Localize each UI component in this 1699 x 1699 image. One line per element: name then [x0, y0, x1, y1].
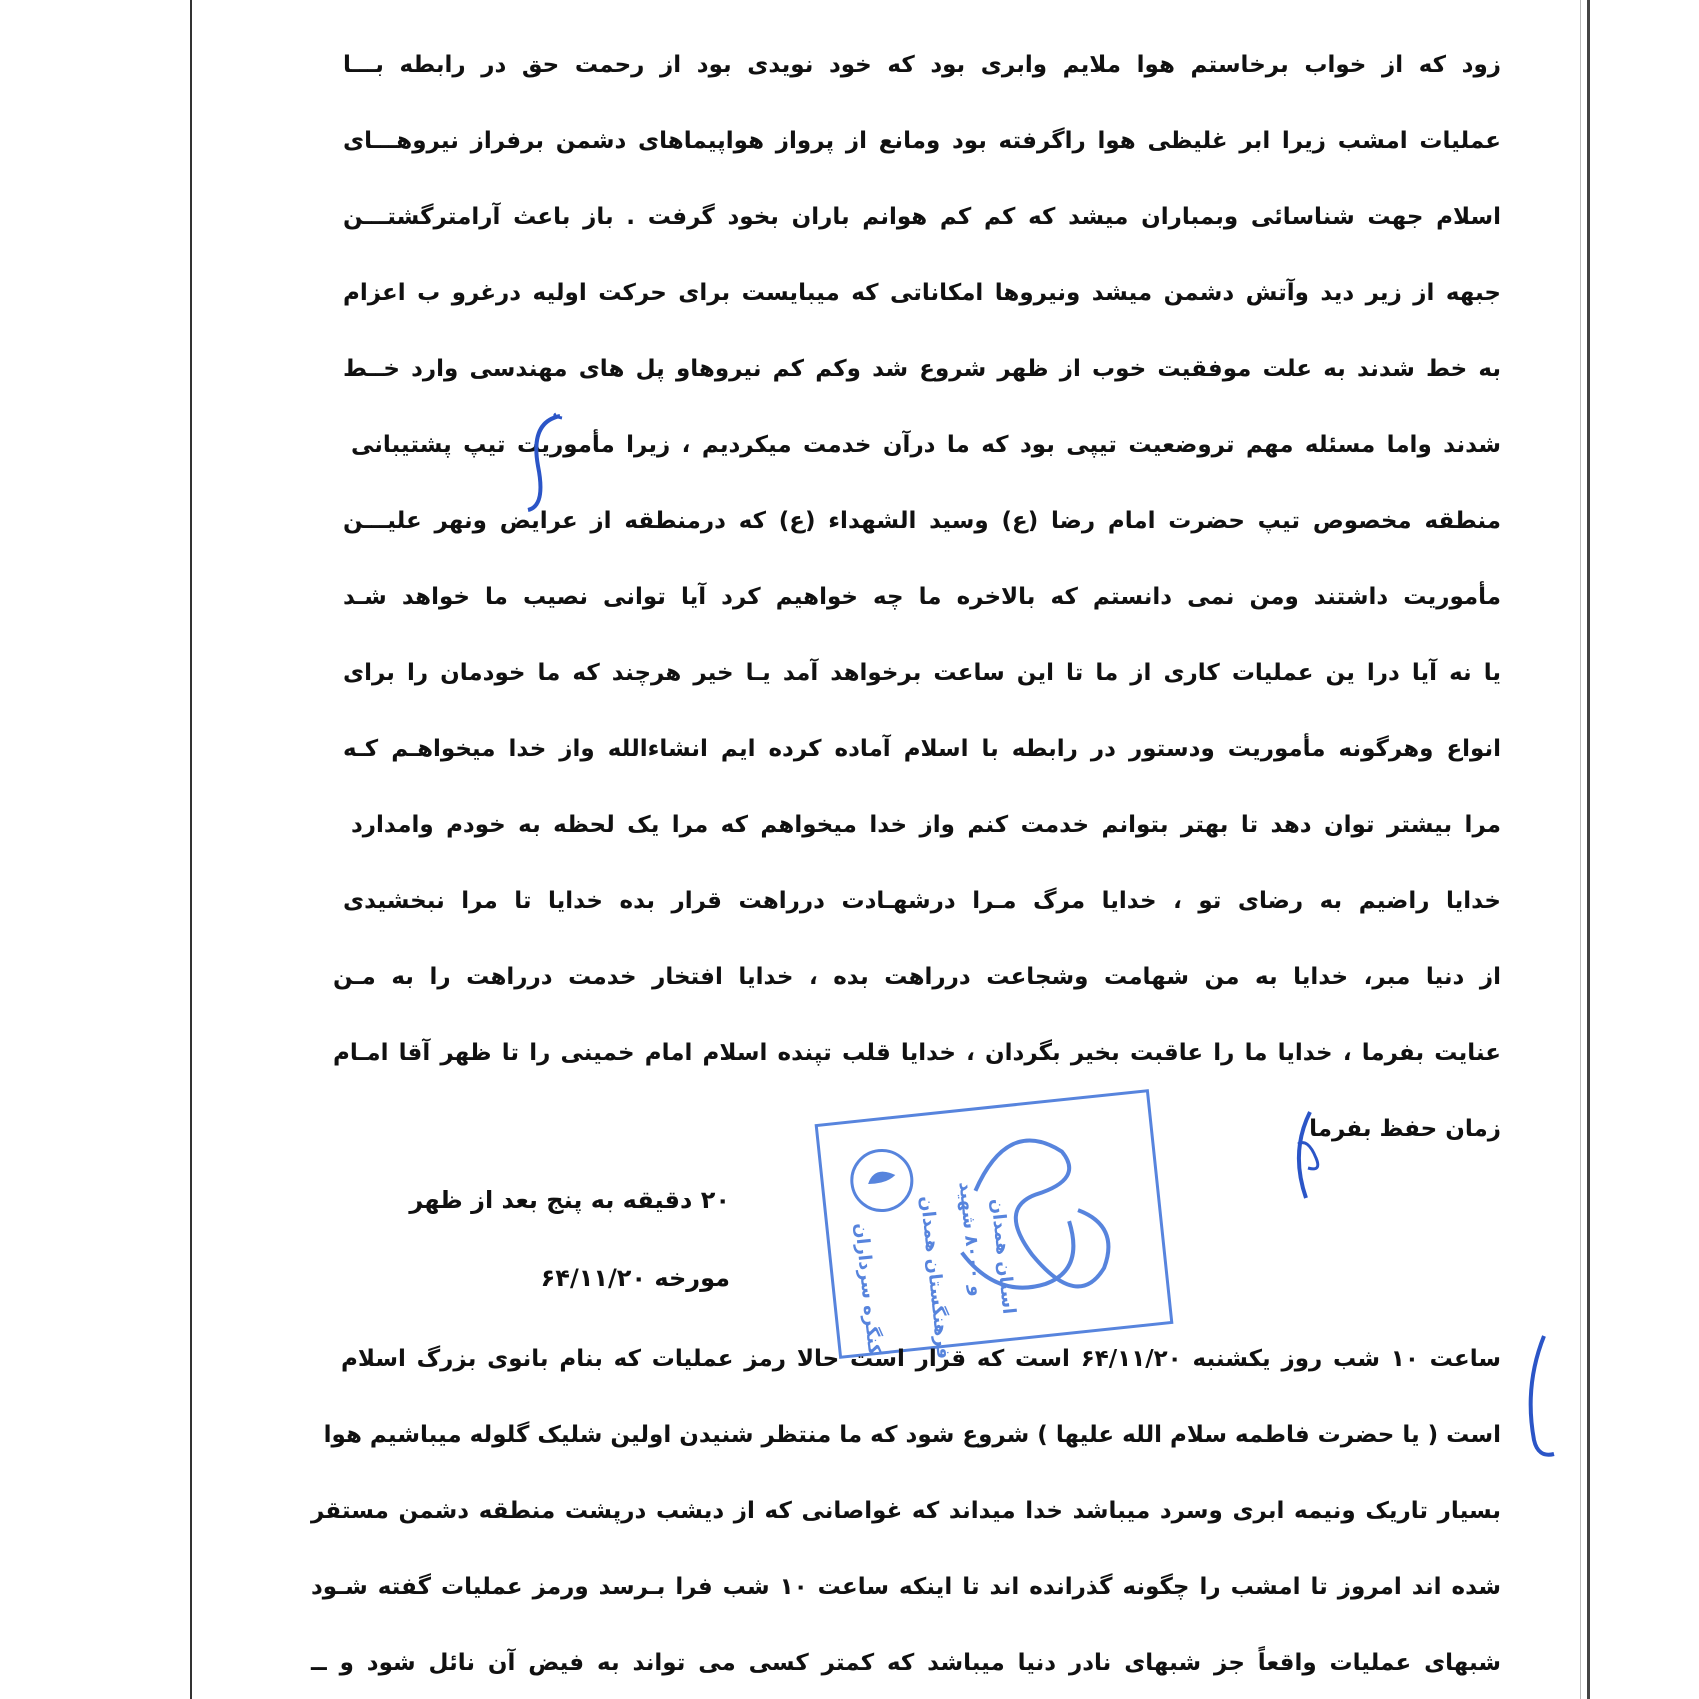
stamp-line-2: و ۸۰۰۰ شهید	[954, 1180, 988, 1298]
text-line: عملیات امشب زیرا ابر غلیظی هوا راگرفته بود ومانع از پرواز هواپیماهای دشمن برفراز نیروهـــای	[343, 128, 1501, 154]
date-line: مورخه ۶۴/۱۱/۲۰	[540, 1264, 730, 1292]
pen-bracket-mark	[518, 408, 578, 518]
text-line: به خط شدند به علت موفقیت خوب از ظهر شروع شد وکم کم نیروهاو پل های مهندسی وارد خــط	[343, 356, 1501, 382]
text-line: جبهه از زیر دید وآتش دشمن میشد ونیروها امکاناتی که میبایست برای حرکت اولیه درغرو ب اعزام	[343, 280, 1501, 306]
stamp-line-3: استان همدان	[986, 1197, 1020, 1316]
text-line: خدایا راضیم به رضای تو ، خدایا مرگ مـرا درشهـادت درراهت قرار بده خدایا تا مرا نبخشیدی	[343, 888, 1501, 914]
text-line: شده اند امروز تا امشب را چگونه گذرانده اند تا اینکه ساعت ۱۰ شب فرا بـرسد ورمز عملیات گفته شـود	[311, 1574, 1501, 1600]
stamp-line-4: فرهنگستان همدان	[915, 1194, 954, 1360]
text-line-last: زمان حفظ بفرما	[1309, 1116, 1501, 1142]
text-line: مرا بیشتر توان دهد تا بهتر بتوانم خدمت کنم واز خدا میخواهم که مرا یک لحظه به خودم وامدارد	[351, 812, 1501, 838]
text-line: مأموریت داشتند ومن نمی دانستم که بالاخره ما چه خواهیم کرد آیا توانی نصیب ما خواهد شـد	[343, 584, 1501, 610]
text-line: بسیار تاریک ونیمه ابری وسرد میباشد خدا میداند که غواصانی که از دیشب درپشت منطقه دشمن مستقر	[311, 1498, 1501, 1524]
cutoff-top-line	[331, 0, 1501, 12]
text-line: ساعت ۱۰ شب روز یکشنبه ۶۴/۱۱/۲۰ است که قرار است حالا رمز عملیات که بنام بانوی بزرگ اسلام	[341, 1346, 1501, 1372]
text-line: اسلام جهت شناسائی وبمباران میشد که کم کم هوانم باران بخود گرفت . باز باعث آرامترگشتـــن	[343, 204, 1501, 230]
text-line: است ( یا حضرت فاطمه سلام الله علیها ) شروع شود که ما منتظر شنیدن اولین شلیک گلوله میباشیم هوا	[323, 1422, 1501, 1448]
page-right-edge	[1587, 0, 1590, 1699]
text-line: منطقه مخصوص تیپ حضرت امام رضا (ع) وسید الشهداء (ع) که درمنطقه از عرایض ونهر علیـــن	[343, 508, 1501, 534]
institution-stamp	[815, 1089, 1174, 1359]
page-left-edge	[190, 0, 192, 1699]
text-line: از دنیا مبر، خدایا به من شهامت وشجاعت درراهت بده ، خدایا افتخار خدمت درراهت را به مـن	[333, 964, 1501, 990]
text-line: یا نه آیا درا ین عملیات کاری از ما تا این ساعت برخواهد آمد یـا خیر هرچند که ما خودمان را برای	[343, 660, 1501, 686]
text-line: شدند واما مسئله مهم تروضعیت تیپی بود که ما درآن خدمت میکردیم ، زیرا مأموریت تیپ پشتیبانی	[351, 432, 1501, 458]
text-line: انواع وهرگونه مأموریت ودستور در رابطه با اسلام آماده کرده ایم انشاءالله واز خدا میخواهـم کـه	[343, 736, 1501, 762]
stamp-line-1: کنگره سرداران	[850, 1221, 885, 1356]
pen-bracket-mark	[1290, 1104, 1340, 1204]
pen-bracket-mark	[1520, 1330, 1560, 1460]
text-line: عنایت بفرما ، خدایا ما را عاقبت بخیر بگردان ، خدایا قلب تپنده اسلام امام خمینی را تا ظهر آقا امـام	[333, 1040, 1501, 1066]
text-line: زود که از خواب برخاستم هوا ملایم وابری بود که خود نویدی بود از رحمت حق در رابطه بـــا	[343, 52, 1501, 78]
time-line: ۲۰ دقیقه به پنج بعد از ظهر	[409, 1186, 730, 1214]
text-line: شبهای عملیات واقعاً جز شبهای نادر دنیا میباشد که کمتر کسی می تواند به فیض آن نائل شود و ــ	[311, 1650, 1501, 1676]
scan-edge	[1580, 0, 1581, 1699]
